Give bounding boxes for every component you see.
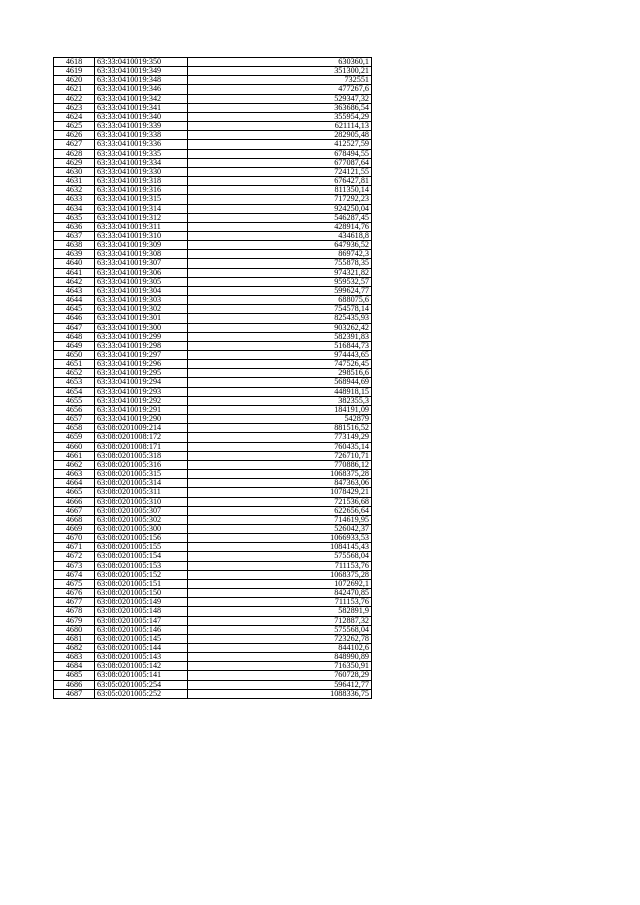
value-cell: 773149,29	[188, 433, 372, 442]
value-cell: 881516,52	[188, 424, 372, 433]
row-number-cell: 4656	[54, 405, 95, 414]
cadastral-number-cell: 63:33:0410019:314	[95, 204, 188, 213]
cadastral-number-cell: 63:33:0410019:336	[95, 140, 188, 149]
row-number-cell: 4653	[54, 378, 95, 387]
value-cell: 747526,45	[188, 360, 372, 369]
table-row	[54, 360, 372, 369]
row-number-cell: 4686	[54, 680, 95, 689]
cadastral-number-cell: 63:33:0410019:341	[95, 103, 188, 112]
value-cell: 903262,42	[188, 323, 372, 332]
cadastral-number-cell: 63:33:0410019:339	[95, 122, 188, 131]
row-number-cell: 4637	[54, 231, 95, 240]
row-number-cell: 4661	[54, 451, 95, 460]
table-row	[54, 195, 372, 204]
table-row	[54, 405, 372, 414]
row-number-cell: 4680	[54, 625, 95, 634]
row-number-cell: 4647	[54, 323, 95, 332]
table-row	[54, 268, 372, 277]
table-row	[54, 341, 372, 350]
cadastral-number-cell: 63:33:0410019:296	[95, 360, 188, 369]
table-row	[54, 460, 372, 469]
row-number-cell: 4652	[54, 369, 95, 378]
row-number-cell: 4619	[54, 67, 95, 76]
cadastral-number-cell: 63:33:0410019:312	[95, 213, 188, 222]
value-cell: 630360,1	[188, 58, 372, 67]
value-cell: 355954,29	[188, 112, 372, 121]
value-cell: 688075,6	[188, 296, 372, 305]
table-row	[54, 689, 372, 698]
value-cell: 869742,3	[188, 250, 372, 259]
cadastral-number-cell: 63:33:0410019:297	[95, 351, 188, 360]
value-cell: 1068375,28	[188, 570, 372, 579]
value-cell: 676427,81	[188, 177, 372, 186]
table-row	[54, 259, 372, 268]
row-number-cell: 4640	[54, 259, 95, 268]
table-row	[54, 653, 372, 662]
row-number-cell: 4685	[54, 671, 95, 680]
table-row	[54, 524, 372, 533]
table-row	[54, 579, 372, 588]
cadastral-number-cell: 63:08:0201005:310	[95, 497, 188, 506]
cadastral-number-cell: 63:08:0201008:172	[95, 433, 188, 442]
value-cell: 647936,52	[188, 241, 372, 250]
row-number-cell: 4672	[54, 552, 95, 561]
row-number-cell: 4627	[54, 140, 95, 149]
table-row	[54, 415, 372, 424]
table-row	[54, 506, 372, 515]
row-number-cell: 4631	[54, 177, 95, 186]
cadastral-number-cell: 63:33:0410019:304	[95, 286, 188, 295]
value-cell: 526042,37	[188, 524, 372, 533]
value-cell: 724121,55	[188, 167, 372, 176]
cadastral-number-cell: 63:33:0410019:301	[95, 314, 188, 323]
cadastral-number-cell: 63:08:0201005:143	[95, 653, 188, 662]
value-cell: 711153,76	[188, 561, 372, 570]
row-number-cell: 4677	[54, 598, 95, 607]
table-row	[54, 58, 372, 67]
row-number-cell: 4645	[54, 305, 95, 314]
table-row	[54, 543, 372, 552]
table-row	[54, 67, 372, 76]
table-row	[54, 103, 372, 112]
row-number-cell: 4623	[54, 103, 95, 112]
row-number-cell: 4675	[54, 579, 95, 588]
value-cell: 848990,89	[188, 653, 372, 662]
table-row	[54, 314, 372, 323]
value-cell: 282905,48	[188, 131, 372, 140]
value-cell: 959532,57	[188, 277, 372, 286]
cadastral-number-cell: 63:33:0410019:335	[95, 149, 188, 158]
cadastral-number-cell: 63:08:0201005:155	[95, 543, 188, 552]
cadastral-number-cell: 63:08:0201005:144	[95, 644, 188, 653]
cadastral-number-cell: 63:33:0410019:342	[95, 94, 188, 103]
table-row	[54, 177, 372, 186]
cadastral-number-cell: 63:33:0410019:302	[95, 305, 188, 314]
table-row	[54, 85, 372, 94]
cadastral-number-cell: 63:33:0410019:318	[95, 177, 188, 186]
row-number-cell: 4654	[54, 387, 95, 396]
cadastral-number-cell: 63:33:0410019:291	[95, 405, 188, 414]
value-cell: 726710,71	[188, 451, 372, 460]
table-row	[54, 589, 372, 598]
row-number-cell: 4649	[54, 341, 95, 350]
row-number-cell: 4642	[54, 277, 95, 286]
table-row	[54, 131, 372, 140]
cadastral-number-cell: 63:08:0201005:141	[95, 671, 188, 680]
row-number-cell: 4667	[54, 506, 95, 515]
row-number-cell: 4663	[54, 470, 95, 479]
row-number-cell: 4621	[54, 85, 95, 94]
value-cell: 754578,14	[188, 305, 372, 314]
value-cell: 732551	[188, 76, 372, 85]
value-cell: 847363,06	[188, 479, 372, 488]
value-cell: 1066933,53	[188, 534, 372, 543]
document-sheet	[53, 57, 372, 699]
cadastral-number-cell: 63:08:0201005:153	[95, 561, 188, 570]
cadastral-number-cell: 63:33:0410019:294	[95, 378, 188, 387]
row-number-cell: 4669	[54, 524, 95, 533]
table-row	[54, 378, 372, 387]
cadastral-number-cell: 63:33:0410019:310	[95, 231, 188, 240]
cadastral-number-cell: 63:08:0201005:149	[95, 598, 188, 607]
cadastral-number-cell: 63:08:0201005:146	[95, 625, 188, 634]
cadastral-number-cell: 63:33:0410019:309	[95, 241, 188, 250]
table-row	[54, 231, 372, 240]
value-cell: 760728,29	[188, 671, 372, 680]
value-cell: 477267,6	[188, 85, 372, 94]
value-cell: 582391,83	[188, 332, 372, 341]
table-row	[54, 76, 372, 85]
row-number-cell: 4659	[54, 433, 95, 442]
row-number-cell: 4687	[54, 689, 95, 698]
value-cell: 428914,76	[188, 222, 372, 231]
value-cell: 622656,64	[188, 506, 372, 515]
table-body	[54, 58, 372, 699]
value-cell: 582891,9	[188, 607, 372, 616]
cadastral-number-cell: 63:05:0201005:254	[95, 680, 188, 689]
cadastral-number-cell: 63:33:0410019:350	[95, 58, 188, 67]
cadastral-number-cell: 63:33:0410019:315	[95, 195, 188, 204]
cadastral-number-cell: 63:33:0410019:340	[95, 112, 188, 121]
cadastral-number-cell: 63:08:0201005:142	[95, 662, 188, 671]
row-number-cell: 4634	[54, 204, 95, 213]
value-cell: 717292,23	[188, 195, 372, 204]
row-number-cell: 4644	[54, 296, 95, 305]
cadastral-number-cell: 63:08:0201005:300	[95, 524, 188, 533]
cadastral-number-cell: 63:33:0410019:298	[95, 341, 188, 350]
table-row	[54, 515, 372, 524]
value-cell: 298516,6	[188, 369, 372, 378]
table-row	[54, 479, 372, 488]
row-number-cell: 4665	[54, 488, 95, 497]
value-cell: 596412,77	[188, 680, 372, 689]
row-number-cell: 4671	[54, 543, 95, 552]
cadastral-number-cell: 63:08:0201005:152	[95, 570, 188, 579]
value-cell: 621114,13	[188, 122, 372, 131]
cadastral-number-cell: 63:33:0410019:293	[95, 387, 188, 396]
row-number-cell: 4648	[54, 332, 95, 341]
cadastral-number-cell: 63:33:0410019:306	[95, 268, 188, 277]
table-row	[54, 534, 372, 543]
value-cell: 755878,35	[188, 259, 372, 268]
row-number-cell: 4673	[54, 561, 95, 570]
row-number-cell: 4682	[54, 644, 95, 653]
value-cell: 924250,04	[188, 204, 372, 213]
value-cell: 842470,85	[188, 589, 372, 598]
table-row	[54, 369, 372, 378]
cadastral-number-cell: 63:08:0201005:302	[95, 515, 188, 524]
row-number-cell: 4658	[54, 424, 95, 433]
cadastral-number-cell: 63:33:0410019:311	[95, 222, 188, 231]
table-row	[54, 497, 372, 506]
table-row	[54, 277, 372, 286]
row-number-cell: 4636	[54, 222, 95, 231]
row-number-cell: 4643	[54, 286, 95, 295]
cadastral-number-cell: 63:08:0201005:150	[95, 589, 188, 598]
value-cell: 1078429,21	[188, 488, 372, 497]
value-cell: 542879	[188, 415, 372, 424]
value-cell: 974443,65	[188, 351, 372, 360]
row-number-cell: 4646	[54, 314, 95, 323]
row-number-cell: 4655	[54, 396, 95, 405]
value-cell: 575568,04	[188, 625, 372, 634]
cadastral-number-cell: 63:08:0201005:318	[95, 451, 188, 460]
row-number-cell: 4641	[54, 268, 95, 277]
row-number-cell: 4635	[54, 213, 95, 222]
value-cell: 974321,82	[188, 268, 372, 277]
value-cell: 825435,93	[188, 314, 372, 323]
cadastral-number-cell: 63:08:0201005:151	[95, 579, 188, 588]
table-row	[54, 241, 372, 250]
row-number-cell: 4651	[54, 360, 95, 369]
cadastral-number-cell: 63:08:0201005:316	[95, 460, 188, 469]
cadastral-number-cell: 63:08:0201008:171	[95, 442, 188, 451]
value-cell: 363686,54	[188, 103, 372, 112]
table-row	[54, 570, 372, 579]
row-number-cell: 4632	[54, 186, 95, 195]
row-number-cell: 4620	[54, 76, 95, 85]
cadastral-number-cell: 63:33:0410019:300	[95, 323, 188, 332]
table-row	[54, 332, 372, 341]
cadastral-number-cell: 63:08:0201005:311	[95, 488, 188, 497]
row-number-cell: 4622	[54, 94, 95, 103]
value-cell: 712887,32	[188, 616, 372, 625]
table-row	[54, 634, 372, 643]
table-row	[54, 323, 372, 332]
value-cell: 516844,73	[188, 341, 372, 350]
cadastral-number-cell: 63:08:0201005:154	[95, 552, 188, 561]
cadastral-number-cell: 63:08:0201005:148	[95, 607, 188, 616]
table-row	[54, 204, 372, 213]
value-cell: 184191,09	[188, 405, 372, 414]
cadastral-number-cell: 63:08:0201005:315	[95, 470, 188, 479]
cadastral-number-cell: 63:08:0201005:307	[95, 506, 188, 515]
row-number-cell: 4664	[54, 479, 95, 488]
table-row	[54, 488, 372, 497]
row-number-cell: 4650	[54, 351, 95, 360]
cadastral-number-cell: 63:33:0410019:295	[95, 369, 188, 378]
table-row	[54, 186, 372, 195]
table-row	[54, 598, 372, 607]
row-number-cell: 4626	[54, 131, 95, 140]
cadastral-number-cell: 63:33:0410019:316	[95, 186, 188, 195]
cadastral-number-cell: 63:08:0201005:314	[95, 479, 188, 488]
value-cell: 711153,76	[188, 598, 372, 607]
value-cell: 599624,77	[188, 286, 372, 295]
cadastral-number-cell: 63:33:0410019:349	[95, 67, 188, 76]
row-number-cell: 4628	[54, 149, 95, 158]
cadastral-number-cell: 63:05:0201005:252	[95, 689, 188, 698]
table-row	[54, 424, 372, 433]
value-cell: 770886,12	[188, 460, 372, 469]
table-row	[54, 607, 372, 616]
cadastral-number-cell: 63:33:0410019:330	[95, 167, 188, 176]
cadastral-number-cell: 63:33:0410019:338	[95, 131, 188, 140]
value-cell: 716350,91	[188, 662, 372, 671]
table-row	[54, 644, 372, 653]
row-number-cell: 4660	[54, 442, 95, 451]
cadastral-number-cell: 63:33:0410019:334	[95, 158, 188, 167]
table-row	[54, 222, 372, 231]
row-number-cell: 4679	[54, 616, 95, 625]
value-cell: 1068375,28	[188, 470, 372, 479]
value-cell: 678494,55	[188, 149, 372, 158]
value-cell: 811350,14	[188, 186, 372, 195]
table-row	[54, 387, 372, 396]
table-row	[54, 305, 372, 314]
table-row	[54, 140, 372, 149]
cadastral-number-cell: 63:08:0201005:145	[95, 634, 188, 643]
value-cell: 1084145,43	[188, 543, 372, 552]
table-row	[54, 470, 372, 479]
table-row	[54, 671, 372, 680]
cadastral-number-cell: 63:08:0201005:147	[95, 616, 188, 625]
cadastral-number-cell: 63:33:0410019:305	[95, 277, 188, 286]
table-row	[54, 112, 372, 121]
value-cell: 677087,64	[188, 158, 372, 167]
table-row	[54, 149, 372, 158]
table-row	[54, 616, 372, 625]
row-number-cell: 4630	[54, 167, 95, 176]
table-row	[54, 351, 372, 360]
table-row	[54, 286, 372, 295]
value-cell: 575568,04	[188, 552, 372, 561]
table-row	[54, 396, 372, 405]
row-number-cell: 4625	[54, 122, 95, 131]
cadastral-number-cell: 63:33:0410019:346	[95, 85, 188, 94]
row-number-cell: 4684	[54, 662, 95, 671]
table-row	[54, 167, 372, 176]
row-number-cell: 4618	[54, 58, 95, 67]
table-row	[54, 158, 372, 167]
cadastral-value-table	[53, 57, 372, 699]
cadastral-number-cell: 63:08:0201005:156	[95, 534, 188, 543]
value-cell: 448918,15	[188, 387, 372, 396]
table-row	[54, 94, 372, 103]
table-row	[54, 561, 372, 570]
value-cell: 1072692,1	[188, 579, 372, 588]
row-number-cell: 4624	[54, 112, 95, 121]
table-row	[54, 433, 372, 442]
cadastral-number-cell: 63:33:0410019:308	[95, 250, 188, 259]
table-row	[54, 662, 372, 671]
value-cell: 844102,6	[188, 644, 372, 653]
value-cell: 568944,69	[188, 378, 372, 387]
row-number-cell: 4681	[54, 634, 95, 643]
row-number-cell: 4668	[54, 515, 95, 524]
table-row	[54, 250, 372, 259]
value-cell: 721536,68	[188, 497, 372, 506]
table-row	[54, 552, 372, 561]
row-number-cell: 4662	[54, 460, 95, 469]
cadastral-number-cell: 63:33:0410019:303	[95, 296, 188, 305]
row-number-cell: 4676	[54, 589, 95, 598]
cadastral-number-cell: 63:33:0410019:299	[95, 332, 188, 341]
value-cell: 1088336,75	[188, 689, 372, 698]
value-cell: 351300,21	[188, 67, 372, 76]
table-row	[54, 680, 372, 689]
row-number-cell: 4666	[54, 497, 95, 506]
value-cell: 546287,45	[188, 213, 372, 222]
cadastral-number-cell: 63:33:0410019:307	[95, 259, 188, 268]
table-row	[54, 625, 372, 634]
cadastral-number-cell: 63:33:0410019:290	[95, 415, 188, 424]
row-number-cell: 4638	[54, 241, 95, 250]
value-cell: 723262,78	[188, 634, 372, 643]
cadastral-number-cell: 63:08:0201009:214	[95, 424, 188, 433]
row-number-cell: 4633	[54, 195, 95, 204]
row-number-cell: 4678	[54, 607, 95, 616]
value-cell: 529347,32	[188, 94, 372, 103]
table-row	[54, 122, 372, 131]
table-row	[54, 451, 372, 460]
cadastral-number-cell: 63:33:0410019:292	[95, 396, 188, 405]
row-number-cell: 4683	[54, 653, 95, 662]
table-row	[54, 442, 372, 451]
value-cell: 434618,8	[188, 231, 372, 240]
cadastral-number-cell: 63:33:0410019:348	[95, 76, 188, 85]
row-number-cell: 4657	[54, 415, 95, 424]
row-number-cell: 4674	[54, 570, 95, 579]
value-cell: 412527,59	[188, 140, 372, 149]
table-row	[54, 213, 372, 222]
value-cell: 760435,14	[188, 442, 372, 451]
row-number-cell: 4639	[54, 250, 95, 259]
row-number-cell: 4629	[54, 158, 95, 167]
value-cell: 382355,3	[188, 396, 372, 405]
row-number-cell: 4670	[54, 534, 95, 543]
value-cell: 714619,95	[188, 515, 372, 524]
table-row	[54, 296, 372, 305]
